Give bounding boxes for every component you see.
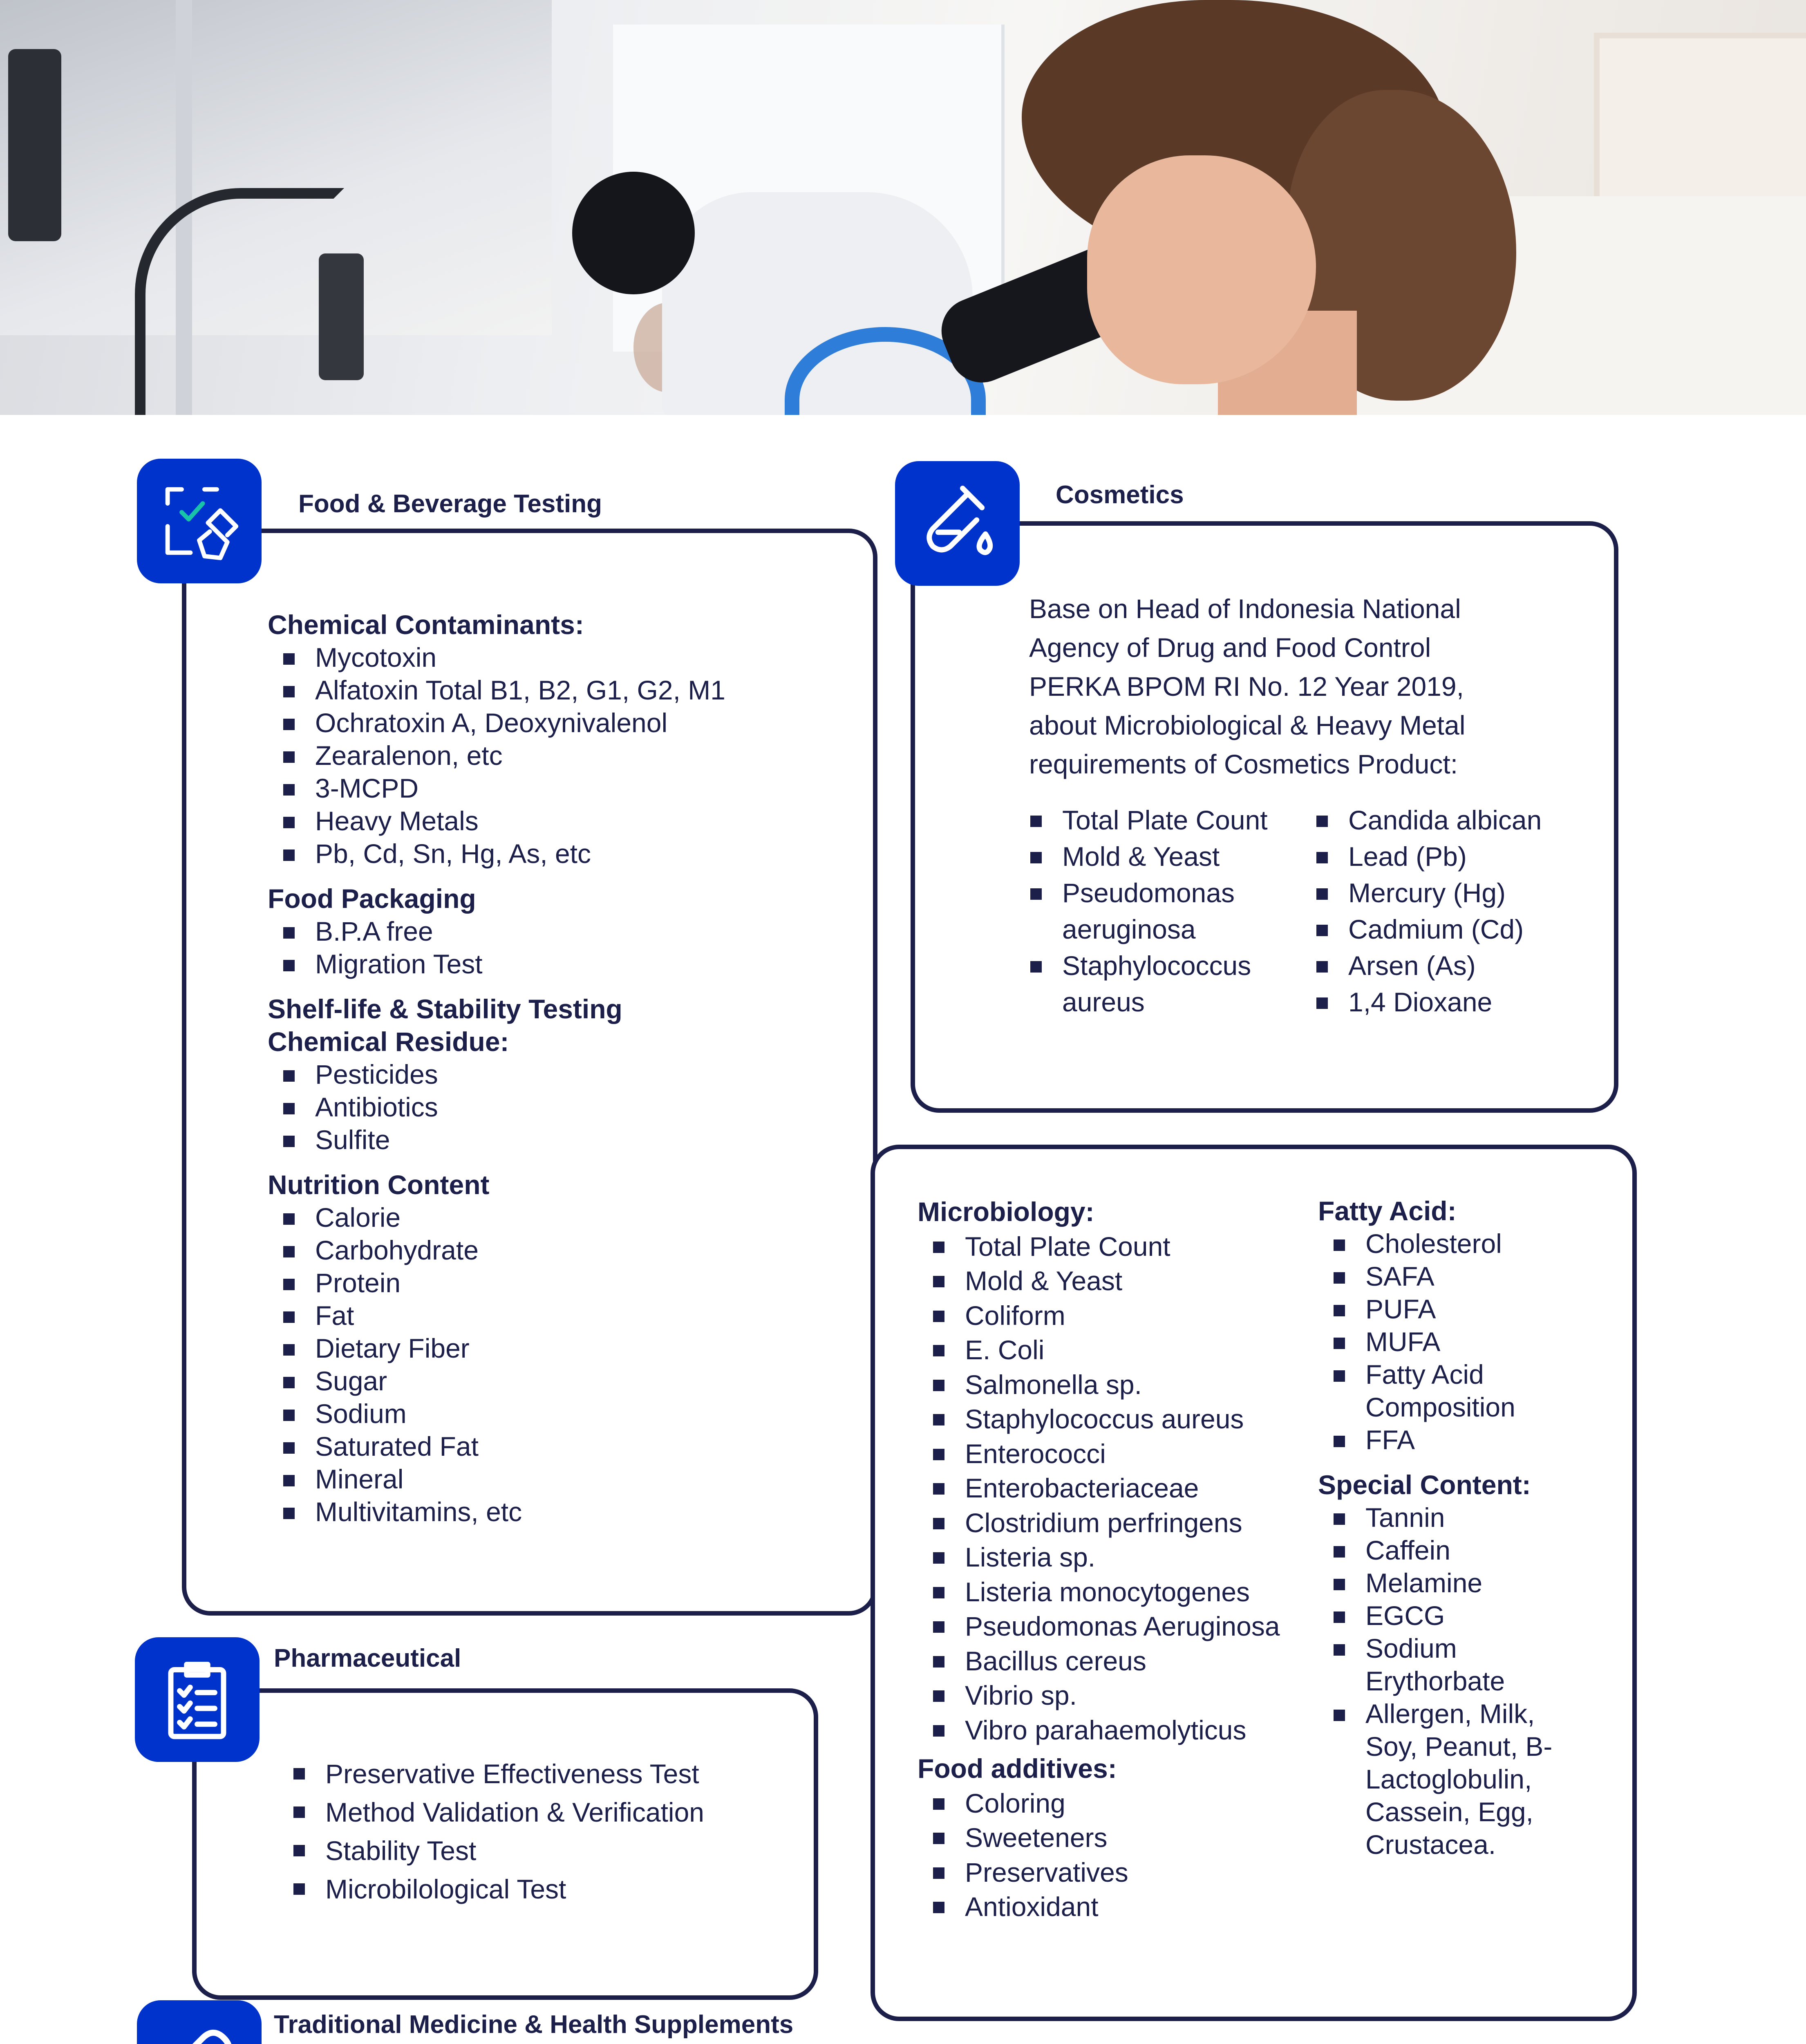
microbiology-heading: Microbiology:: [918, 1197, 1094, 1227]
special-content-list: [1318, 1501, 1612, 1861]
list-item: Migration Test: [268, 948, 840, 980]
list-item: Clostridium perfringens: [918, 1506, 1326, 1540]
pharmaceutical-list: [278, 1755, 809, 1908]
list-item: Pb, Cd, Sn, Hg, As, etc: [268, 837, 840, 870]
chemical-contaminants-heading: Chemical Contaminants:: [268, 610, 584, 640]
cosmetics-intro-line: requirements of Cosmetics Product:: [1029, 749, 1458, 779]
list-item: Protein: [268, 1266, 840, 1299]
list-item: Mercury (Hg): [1301, 875, 1595, 911]
list-item: Pseudomonas aeruginosa: [1015, 875, 1276, 948]
list-item: Vibro parahaemolyticus: [918, 1713, 1326, 1748]
fatty-acid-column: [1318, 1195, 1612, 1861]
chemical-residue-list: [268, 1058, 840, 1156]
list-item: Bacillus cereus: [918, 1644, 1326, 1679]
chemical-residue-heading: Chemical Residue:: [268, 1026, 509, 1057]
pharmaceutical-content: [278, 1755, 809, 1908]
list-item: Pseudomonas Aeruginosa: [918, 1609, 1326, 1644]
list-item: Cholesterol: [1318, 1227, 1612, 1260]
list-item: Total Plate Count: [1015, 802, 1276, 838]
clipboard-checklist-icon: [153, 1656, 241, 1744]
cosmetics-title: Cosmetics: [1056, 481, 1184, 509]
list-item: Arsen (As): [1301, 948, 1595, 984]
list-item: Mold & Yeast: [918, 1264, 1326, 1298]
list-item: EGCG: [1318, 1599, 1612, 1632]
list-item: Coloring: [918, 1786, 1326, 1821]
list-item: Multivitamins, etc: [268, 1495, 840, 1528]
cosmetics-list-2: [1301, 802, 1595, 1020]
hero-photo: [0, 0, 1806, 415]
list-item: Preservative Effectiveness Test: [278, 1755, 809, 1793]
test-tube-drop-icon: [913, 480, 1001, 567]
list-item: Calorie: [268, 1201, 840, 1234]
cosmetics-icon-tile: [895, 461, 1020, 586]
list-item: Fat: [268, 1299, 840, 1332]
traditional-medicine-icon-tile: [137, 2000, 262, 2044]
traditional-medicine-title: Traditional Medicine & Health Supplements: [274, 2010, 794, 2039]
list-item: Total Plate Count: [918, 1229, 1326, 1264]
list-item: Heavy Metals: [268, 805, 840, 837]
food-beverage-content: [268, 608, 840, 1528]
cosmetics-intro: [1029, 589, 1560, 784]
list-item: Antioxidant: [918, 1889, 1326, 1924]
list-item: Microbilological Test: [278, 1870, 809, 1908]
list-item: Preservatives: [918, 1855, 1326, 1890]
list-item: Allergen, Milk, Soy, Peanut, B-Lactoglobulin, Cassein, Egg, Crustacea.: [1318, 1697, 1586, 1861]
list-item: Ochratoxin A, Deoxynivalenol: [268, 706, 840, 739]
list-item: Cadmium (Cd): [1301, 911, 1595, 948]
list-item: Melamine: [1318, 1567, 1612, 1599]
list-item: Zearalenon, etc: [268, 739, 840, 772]
list-item: Sodium: [268, 1397, 840, 1430]
food-beverage-title: Food & Beverage Testing: [298, 490, 602, 518]
list-item: Method Validation & Verification: [278, 1793, 809, 1831]
list-item: 3-MCPD: [268, 772, 840, 805]
list-item: Antibiotics: [268, 1091, 840, 1123]
list-item: Stability Test: [278, 1831, 809, 1870]
list-item: Fatty Acid Composition: [1318, 1358, 1541, 1423]
list-item: Caffein: [1318, 1534, 1612, 1567]
list-item: Salmonella sp.: [918, 1367, 1326, 1402]
list-item: Coliform: [918, 1298, 1326, 1333]
list-item: Saturated Fat: [268, 1430, 840, 1463]
list-item: Enterococci: [918, 1437, 1326, 1471]
list-item: Vibrio sp.: [918, 1678, 1326, 1713]
capsule-icon: [155, 2019, 243, 2044]
list-item: Pesticides: [268, 1058, 840, 1091]
list-item: Sweeteners: [918, 1820, 1326, 1855]
fatty-acid-list: [1318, 1227, 1612, 1456]
list-item: MUFA: [1318, 1325, 1612, 1358]
list-item: Staphylococcus aureus: [1015, 948, 1276, 1020]
list-item: Sulfite: [268, 1123, 840, 1156]
list-item: PUFA: [1318, 1293, 1612, 1325]
list-item: Lead (Pb): [1301, 838, 1595, 875]
cosmetics-intro-line: PERKA BPOM RI No. 12 Year 2019,: [1029, 671, 1464, 702]
list-item: E. Coli: [918, 1333, 1326, 1367]
cosmetics-list-1: [1015, 802, 1276, 1020]
fatty-acid-heading: Fatty Acid:: [1318, 1196, 1457, 1226]
food-packaging-heading: Food Packaging: [268, 883, 476, 914]
list-item: Sugar: [268, 1365, 840, 1397]
list-item: Carbohydrate: [268, 1234, 840, 1266]
chemical-contaminants-list: [268, 641, 840, 870]
list-item: SAFA: [1318, 1260, 1612, 1293]
list-item: Mineral: [268, 1463, 840, 1495]
food-beverage-icon-tile: [137, 459, 262, 583]
list-item: FFA: [1318, 1423, 1612, 1456]
cosmetics-list-col1: [1015, 802, 1276, 1020]
list-item: Mycotoxin: [268, 641, 840, 674]
cosmetics-intro-line: Base on Head of Indonesia National: [1029, 594, 1461, 624]
list-item: Staphylococcus aureus: [918, 1402, 1326, 1437]
cosmetics-list-col2: [1301, 802, 1595, 1020]
list-item: Enterobacteriaceae: [918, 1471, 1326, 1506]
list-item: Alfatoxin Total B1, B2, G1, G2, M1: [268, 674, 840, 706]
list-item: Mold & Yeast: [1015, 838, 1276, 875]
list-item: B.P.A free: [268, 915, 840, 948]
nutrition-content-list: [268, 1201, 840, 1528]
microbiology-column: [918, 1195, 1326, 1924]
cosmetics-intro-line: Agency of Drug and Food Control: [1029, 632, 1431, 663]
list-item: 1,4 Dioxane: [1301, 984, 1595, 1020]
food-packaging-list: [268, 915, 840, 980]
pharmaceutical-icon-tile: [135, 1637, 260, 1762]
list-item: Dietary Fiber: [268, 1332, 840, 1365]
list-item: Candida albican: [1301, 802, 1595, 838]
checklist-flask-icon: [155, 477, 243, 565]
cosmetics-intro-line: about Microbiological & Heavy Metal: [1029, 710, 1466, 740]
list-item: Tannin: [1318, 1501, 1612, 1534]
food-additives-list: [918, 1786, 1326, 1924]
list-item: Sodium Erythorbate: [1318, 1632, 1529, 1697]
special-content-heading: Special Content:: [1318, 1470, 1531, 1500]
microbiology-list: [918, 1229, 1326, 1748]
nutrition-content-heading: Nutrition Content: [268, 1170, 490, 1200]
list-item: Listeria sp.: [918, 1540, 1326, 1575]
list-item: Listeria monocytogenes: [918, 1575, 1326, 1609]
food-additives-heading: Food additives:: [918, 1753, 1117, 1784]
shelf-life-heading: Shelf-life & Stability Testing: [268, 994, 622, 1024]
pharmaceutical-title: Pharmaceutical: [274, 1644, 461, 1672]
